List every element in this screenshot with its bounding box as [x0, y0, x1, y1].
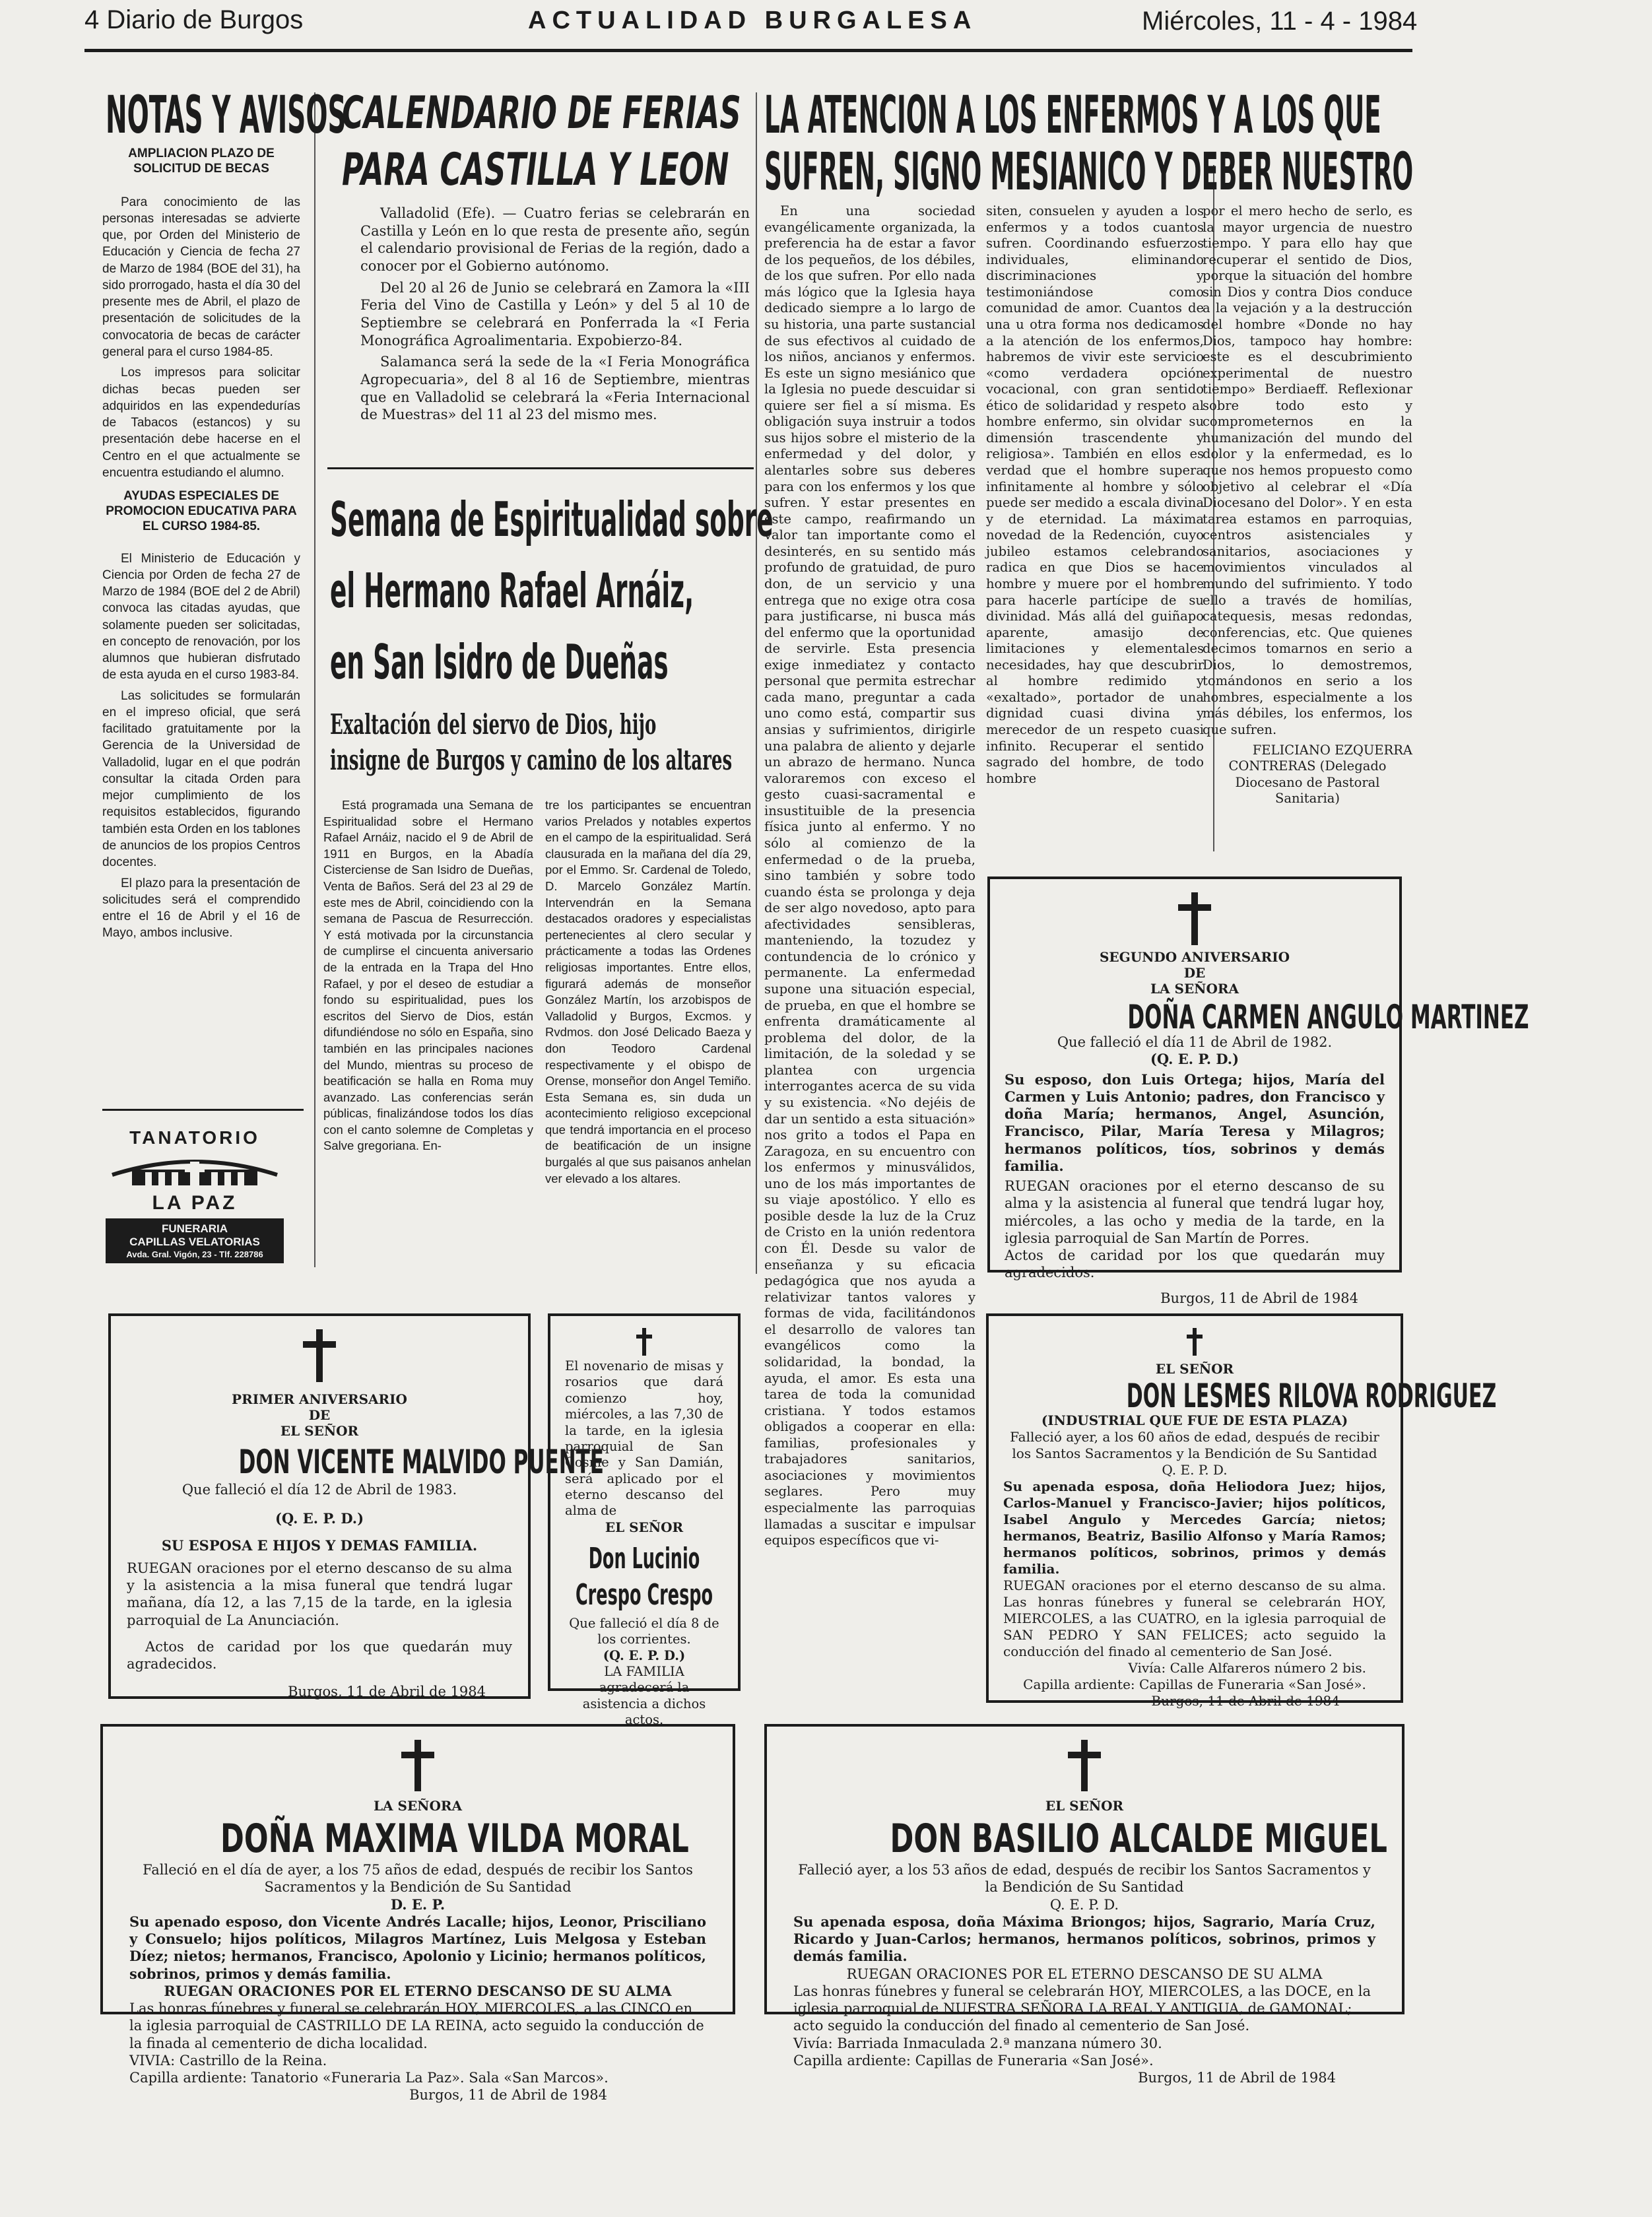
obituary-qepd: D. E. P.	[390, 1896, 446, 1913]
notas-divider	[102, 1109, 304, 1111]
obituary-residence: Vivía: Calle Alfareros número 2 bis.	[1128, 1660, 1366, 1676]
column-rule	[756, 92, 757, 1274]
paragraph: Para conocimiento de las personas interesadas se advierte que, por Orden del Ministerio de Educación y Ciencia de fecha 27 de Marzo de 1984 (BOE del 31), ha sido prorrogado, hasta el día 30 del presente mes de Abril, el plazo de presentación de solicitudes de la convocatoria de becas de carácter general para el curso 1984-85.	[102, 195, 300, 359]
obituary-kicker: DE	[308, 1407, 331, 1423]
obituary-prayers: RUEGAN oraciones por el eterno descanso de su alma y la asistencia al funeral que tendrá lugar hoy, miércoles, a las ocho y media de la tarde, en la iglesia parroquial de San Martín de Porres.	[1005, 1178, 1385, 1246]
cross-icon	[299, 1329, 340, 1382]
paragraph: tre los participantes se encuentran varios Prelados y notables expertos en el campo de la espiritualidad. Será clausurada en la mañana del día 29, por el Emmo. Sr. Cardenal de Toledo, D. Marcelo González Martín. Intervendrán en la Semana destacados oradores y especialistas pertenecientes al clero secular y prácticamente a todas las Ordenes religiosas importantes. Entre ellos, figurará además de monseñor González Martín, los arzobispos de Valladolid y Burgos, Excmos. y Rvdmos. don José Delicado Baeza y don Teodoro Cardenal respectivamente y el obispo de Orense, monseñor don Angel Temiño. Esta Semana es, sin duda un acontecimiento religioso excepcional que tendrá importancia en el proceso de beatificación de un insigne burgalés al que sus paisanos anhelan ver elevado a los altares.	[545, 798, 751, 1185]
obituary-vicente-malvido	[108, 1313, 604, 1700]
obituary-family: Su esposo, don Luis Ortega; hijos, María del Carmen y Luis Antonio; padres, don Francisco y doña María; hermanos, Angel, Asunción, Francisco, Pilar, María Teresa y Milagros; hermanos políticos, tíos, sobrinos y demás familia.	[1005, 1071, 1385, 1174]
header-rule	[84, 49, 1412, 52]
cross-icon	[398, 1740, 438, 1791]
obituary-kicker: EL SEÑOR	[1155, 1361, 1234, 1377]
obituary-lucinio-crespo	[548, 1313, 741, 1727]
obituary-name: Crespo Crespo	[575, 1577, 713, 1612]
semana-title-line2: el Hermano Rafael Arnáiz,	[330, 563, 694, 618]
obituary-charity: Actos de caridad por los que quedarán muy agradecidos.	[1005, 1247, 1385, 1281]
atencion-title-line2: SUFREN, SIGNO MESIANICO Y DEBER NUESTRO	[764, 143, 1414, 202]
cross-icon	[1185, 1328, 1205, 1356]
atencion-column-3	[1203, 203, 1412, 807]
obituary-kicker: LA SEÑORA	[373, 1798, 463, 1814]
tanatorio-line: FUNERARIA	[161, 1222, 228, 1235]
semana-title-line1: Semana de Espiritualidad sobre	[330, 492, 774, 547]
cross-icon	[1175, 892, 1214, 945]
obituary-funeral: Las honras fúnebres y funeral se celebrarán HOY, MIERCOLES, a las DOCE, en la iglesia parroquial de NUESTRA SEÑORA LA REAL Y ANTIGUA, de GAMONAL; acto seguido la conducción del finado al cementerio de San José.	[793, 1983, 1371, 2034]
atencion-column-1	[764, 203, 975, 1553]
obituary-footer: Burgos, 11 de Abril de 1984	[1160, 1290, 1358, 1306]
notas-column	[102, 147, 300, 946]
issue-date: Miércoles, 11 - 4 - 1984	[1142, 7, 1418, 36]
ferias-body	[360, 205, 750, 428]
notas-body-ayudas	[102, 550, 300, 942]
atencion-signature: FELICIANO EZQUERRA	[1252, 742, 1412, 758]
paragraph: El plazo para la presentación de solicitudes será el comprendido entre el 16 de Abril y el 16 de Mayo, ambos inclusive.	[102, 876, 300, 941]
obituary-subtitle: (INDUSTRIAL QUE FUE DE ESTA PLAZA)	[1041, 1412, 1348, 1428]
obituary-family: Su apenada esposa, doña Heliodora Juez; hijos, Carlos-Manuel y Francisco-Javier; hijos políticos, Isabel Angulo y Mercedes García; nietos; hermanos, Beatriz, Basilio Alfonso y María Ramos; hermanos políticos, sobrinos, primos y demás familia.	[1003, 1478, 1386, 1577]
paragraph: Valladolid (Efe). — Cuatro ferias se celebrarán en Castilla y León en lo que resta de presente año, según el calendario provisional de Ferias de la región, dado a conocer por el Gobierno autónomo.	[360, 205, 750, 274]
paragraph: Del 20 al 26 de Junio se celebrará en Zamora la «III Feria del Vino de Castilla y León» y del 5 al 10 de Septiembre se celebrará en Ponferrada la «I Feria Monográfica Agroalimentaria. Expobierzo-84.	[360, 279, 750, 348]
paragraph: Los impresos para solicitar dichas becas pueden ser adquiridos en las expendedurías de Tabacos (estancos) y su presentación debe hacerse en el Centro en el que actualmente se encuentra estudiando el alumno.	[102, 366, 300, 480]
obituary-qepd: (Q. E. P. D.)	[1150, 1051, 1239, 1068]
notas-heading-becas: AMPLIACION PLAZO DE SOLICITUD DE BECAS	[128, 147, 275, 176]
obituary-footer: Burgos, 11 de Abril de 1984	[1151, 1693, 1340, 1709]
paragraph: por el mero hecho de serlo, es la mayor urgencia de nuestro tiempo. Y para ello hay que recuperar el sentido de Dios, porque la situación del hombre sin Dios y contra Dios conduce a la vejación y a la destrucción del hombre «Donde no hay Dios, tampoco hay hombre: este es el descubrimiento experimental de nuestro tiempo» Berdiaeff. Reflexionar sobre todo esto y comprometernos en la humanización del mundo del dolor y la enfermedad, es lo que nos hemos propuesto como objetivo al celebrar el «Día Diocesano del Dolor». Y en esta tarea estamos en parroquias, centros asistenciales y sanitarios, asociaciones y movimientos vinculados al mundo del sufrimiento. Y todo ello a través de homilías, catequesis, mesas redondas, conferencias, etc. Que quienes decimos tomarnos en serio a Dios, lo demostremos, tomándonos en serio a los hombres, especialmente a los más débiles, los enfermos, los que sufren.	[1203, 203, 1412, 737]
obituary-name: Don Lucinio	[588, 1541, 700, 1575]
obituary-family: LA FAMILIA agradecerá la asistencia a dichos actos.	[582, 1663, 706, 1727]
obituary-kicker: EL SEÑOR	[1045, 1798, 1124, 1814]
tanatorio-building-logo	[106, 1148, 284, 1189]
obituary-family: SU ESPOSA E HIJOS Y DEMAS FAMILIA.	[161, 1537, 478, 1554]
semana-column-2	[545, 797, 751, 1191]
atencion-signature-role: CONTRERAS (Delegado Diocesano de Pastoral Sanitaria)	[1228, 758, 1387, 807]
obituary-qepd: (Q. E. P. D.)	[275, 1510, 364, 1527]
semana-subtitle-line2: insigne de Burgos y camino de los altares	[330, 744, 733, 776]
obituary-charity: Actos de caridad por los que quedarán muy agradecidos.	[127, 1638, 512, 1672]
atencion-title-line1: LA ATENCION A LOS ENFERMOS Y A LOS QUE	[764, 86, 1381, 145]
obituary-residence: VIVIA: Castrillo de la Reina.	[129, 2052, 327, 2068]
obituary-qepd: Q. E. P. D.	[1162, 1462, 1228, 1478]
obituary-date: Que falleció el día 12 de Abril de 1983.	[182, 1482, 457, 1498]
paragraph: El Ministerio de Educación y Ciencia por Orden de fecha 27 de Marzo de 1984 (BOE del 2 de Abril) convoca las citadas ayudas, que solamente pueden ser solicitadas, en concepto de renovación, por los alumnos que hubieran disfrutado de esta ayuda en el curso 1983-84.	[102, 551, 300, 682]
ferias-title-line2: PARA CASTILLA Y LEON	[342, 144, 729, 196]
ferias-divider	[327, 467, 754, 469]
semana-subtitle-line1: Exaltación del siervo de Dios, hijo	[330, 708, 657, 741]
tanatorio-ad	[106, 1127, 284, 1259]
obituary-chapel: Capilla ardiente: Tanatorio «Funeraria La Paz». Sala «San Marcos».	[129, 2070, 609, 2086]
obituary-kicker: SEGUNDO ANIVERSARIO	[1099, 949, 1290, 965]
obituary-prayers: RUEGAN ORACIONES POR EL ETERNO DESCANSO DE SU ALMA	[164, 1982, 672, 1999]
notas-body-becas	[102, 194, 300, 482]
obituary-name: DON LESMES RILOVA RODRIGUEZ	[1126, 1377, 1497, 1415]
obituary-name: DON VICENTE MALVIDO PUENTE	[238, 1443, 604, 1481]
obituary-chapel: Capilla ardiente: Capillas de Funeraria «San José».	[1023, 1676, 1366, 1692]
obituary-maxima-vilda	[100, 1724, 735, 2103]
obituary-lesmes-rilova	[986, 1313, 1497, 1709]
obituary-funeral: Las honras fúnebres y funeral se celebrarán HOY, MIERCOLES, a las CINCO en la iglesia parroquial de CASTRILLO DE LA REINA, acto seguido la conducción de la finada al cementerio de dicha localidad.	[129, 2001, 704, 2051]
obituary-name: DOÑA MAXIMA VILDA MORAL	[220, 1816, 689, 1862]
obituary-date: Falleció ayer, a los 53 años de edad, después de recibir los Santos Sacramentos y la Bendición de Su Santidad	[798, 1862, 1371, 1896]
obituary-date: Falleció en el día de ayer, a los 75 años de edad, después de recibir los Santos Sacramentos y la Bendición de Su Santidad	[143, 1862, 693, 1896]
page-number-header: 4 Diario de Burgos	[84, 5, 304, 34]
paragraph: En una sociedad evangélicamente organizada, la preferencia ha de estar a favor de los pequeños, de los débiles, de los que sufren. Por ello nada más lógico que la Iglesia haya dedicado siempre a lo largo de su historia, una parte sustancial de sus efectivos al cuidado de los niños, ancianos y enfermos. Es este un signo mesiánico que la Iglesia no puede descuidar si quiere ser fiel a sí misma. Es obligación suya instruir a todos sus hijos sobre el misterio de la enfermedad y del dolor, y alentarles sobre sus deberes para con los enfermos y los que sufren. Y estar presentes en este campo, reafirmando un valor tan importante como el desinterés, en su sentido más profundo de gratuidad, de puro don, de un servicio y una entrega que no exige otra cosa para justificarse, ni busca más del enfermo que la oportunidad de servirle. Esta presencia exige inmediatez y contacto personal que permita estrechar cada mano, preguntar a cada uno como está, compartir sus ansias y sufrimientos, dirigirle una palabra de aliento y dejarle un abrazo de hermano. Nunca valoraremos con exceso el gesto cuasi-sacramental e insustituible de la presencia física junto al enfermo. Y no sólo al comienzo de la enfermedad o de la prueba, sino también y sobre todo cuando ésta se prolonga y deja de ser algo novedoso, apto para afectividades sensibleras, manteniendo, la tozudez y contundencia de lo crónico y permanente. La enfermedad supone una situación especial, de prueba, en que el hombre se enfrenta dramáticamente al problema del dolor, de la limitación, de la soledad y se plantea con urgencia interrogantes acerca de su vida y su existencia. «No dejéis de dar un sentido a esta situación» nos grito a todos el Papa en Zaragoza, en su encuentro con los enfermos y minusválidos, uno de los más importantes de su viaje apostólico. Y ello es posible desde la luz de la Cruz de Cristo en la unión redentora con Él. Desde su valor de enseñanza y su eficacia pedagógica que nos ayuda a relativizar tantos valores y formas de vida, facilitándonos el desarrollo de valores tan evangélicos como la solidaridad, la bondad, la ayuda, el amor. Es esta una tarea de toda la comunidad cristiana. Y todos estamos obligados a cooperar en ella: familias, profesionales y trabajadores sanitarios, asociaciones y movimientos seglares. Pero muy especialmente las parroquias llamadas a suscitar e impulsar equipos específicos que vi-	[764, 203, 975, 1548]
obituary-chapel: Capilla ardiente: Capillas de Funeraria «San José».	[793, 2052, 1154, 2068]
tanatorio-name: TANATORIO	[129, 1127, 260, 1148]
obituary-residence: Vivía: Barriada Inmaculada 2.ª manzana número 30.	[793, 2035, 1162, 2051]
obituary-prayers: RUEGAN oraciones por el eterno descanso de su alma. Las honras fúnebres y funeral se celebrarán HOY, MIERCOLES, a las CUATRO, en la iglesia parroquial de SAN PEDRO Y SAN FELICES; acto seguido la conducción del finado al cementerio de San José.	[1003, 1577, 1386, 1659]
obituary-qepd: Q. E. P. D.	[1049, 1896, 1119, 1913]
obituary-prayers: RUEGAN ORACIONES POR EL ETERNO DESCANSO DE SU ALMA	[846, 1966, 1323, 1982]
column-rule	[314, 92, 315, 1267]
tanatorio-brand: LA PAZ	[152, 1192, 238, 1214]
semana-column-1	[323, 797, 533, 1158]
obituary-name: DON BASILIO ALCALDE MIGUEL	[890, 1816, 1387, 1862]
obituary-date: Que falleció el día 8 de los corrientes.	[569, 1615, 719, 1647]
obituary-kicker: LA SEÑORA	[1150, 981, 1239, 997]
obituary-novenario: El novenario de misas y rosarios que dará comienzo hoy, miércoles, a las 7,30 de la tarde, en la iglesia parroquial de San Cosme y San Damián, será aplicado por el eterno descanso del alma de	[565, 1358, 723, 1519]
obituary-date: Falleció ayer, a los 60 años de edad, después de recibir los Santos Sacramentos y la Bendición de Su Santidad	[1010, 1429, 1379, 1461]
obituary-kicker: DE	[1183, 965, 1206, 981]
obituary-kicker: PRIMER ANIVERSARIO	[232, 1391, 407, 1407]
section-title: ACTUALIDAD BURGALESA	[528, 7, 977, 34]
obituary-footer: Burgos, 11 de Abril de 1984	[288, 1684, 486, 1700]
obituary-date: Que falleció el día 11 de Abril de 1982.	[1057, 1034, 1333, 1050]
obituary-kicker: EL SEÑOR	[280, 1423, 359, 1439]
notas-heading-ayudas: AYUDAS ESPECIALES DE PROMOCION EDUCATIVA PARA EL CURSO 1984-85.	[106, 489, 297, 533]
obituary-carmen-angulo	[987, 877, 1529, 1306]
tanatorio-address: Avda. Gral. Vigón, 23 - Tlf. 228786	[126, 1249, 263, 1259]
atencion-column-2	[986, 203, 1204, 791]
obituary-basilio-alcalde	[764, 1724, 1404, 2086]
obituary-family: Su apenado esposo, don Vicente Andrés Lacalle; hijos, Leonor, Prisciliano y Consuelo; hijos políticos, Milagros Martínez, Luis Melgosa y Esteban Díez; nietos; hermanos, Francisco, Apolonio y Licinio; hermanos políticos, sobrinos, primos y demás familia.	[129, 1913, 706, 1982]
tanatorio-info-box	[106, 1218, 284, 1263]
paragraph: siten, consuelen y ayuden a los enfermos y a todos cuantos sufren. Coordinando esfuerzos individuales, eliminando discriminaciones y testimoniándose como comunidad de amor. Cuantos de una u otra forma nos dedicamos a la atención de los enfermos, habremos de vivir este servicio «como verdadera opción vocacional, con gran sentido ético de solidaridad y respeto al hombre enfermo, sin olvidar su dimensión trascendente y religiosa». También en ellos es verdad que el hombre supera infinitamente al hombre y sólo puede ser medido a escala divina y de eternidad. La máxima novedad de la Redención, cuyo jubileo estamos celebrando radica en que Dios se hace hombre y muere por el hombre para hacerle partícipe de su divinidad. Más allá del guiñapo aparente, amasijo de limitaciones y elementales necesidades, hay que descubrir al hombre redimido y «exaltado», portador de una dignidad cuasi divina y merecedor de un respeto cuasi infinito. Recuperar el sentido sagrado del hombre, de todo hombre	[986, 203, 1204, 786]
obituary-footer: Burgos, 11 de Abril de 1984	[409, 2087, 607, 2103]
tanatorio-line: CAPILLAS VELATORIAS	[129, 1236, 260, 1249]
cross-icon	[1065, 1740, 1104, 1791]
obituary-kicker: EL SEÑOR	[605, 1519, 684, 1535]
paragraph: Está programada una Semana de Espiritualidad sobre el Hermano Rafael Arnáiz, nacido el 9 de Abril de 1911 en Burgos, en la Abadía Cisterciense de San Isidro de Dueñas, Venta de Baños. Será del 23 al 29 de este mes de Abril, coincidiendo con la semana de Pascua de Resurrección. Y está motivada por la circunstancia de cumplirse el cincuenta aniversario de la entrada en la Trapa del Hno Rafael, y por el deseo de estudiar a fondo su espiritualidad, pues los escritos del Siervo de Dios, están difundiéndose no sólo en España, sino también en las principales naciones del Mundo, mientras su proceso de beatificación se halla en Roma muy avanzado. Las conferencias serán públicas, finalizándose todos los días con el canto solemne de Completas y Salve gregoriana. En-	[323, 798, 533, 1153]
semana-title-line3: en San Isidro de Dueñas	[330, 634, 669, 690]
notas-title: NOTAS Y AVISOS	[106, 86, 347, 145]
cross-icon	[634, 1328, 654, 1356]
paragraph: Salamanca será la sede de la «I Feria Monográfica Agropecuaria», del 8 al 16 de Septiembre, mientras que en Valladolid se celebrará la «Feria Internacional de Muestras» del 11 al 23 del mismo mes.	[360, 354, 750, 423]
obituary-prayers: RUEGAN oraciones por el eterno descanso de su alma y la asistencia a la misa funeral que tendrá lugar mañana, día 12, a las 7,15 de la tarde, en la iglesia parroquial de La Anunciación.	[127, 1560, 512, 1628]
obituary-footer: Burgos, 11 de Abril de 1984	[1138, 2070, 1336, 2086]
ferias-title-line1: CALENDARIO DE FERIAS	[342, 87, 741, 139]
obituary-name: DOÑA CARMEN ANGULO MARTINEZ	[1127, 998, 1529, 1036]
obituary-qepd: (Q. E. P. D.)	[603, 1647, 686, 1663]
obituary-family: Su apenada esposa, doña Máxima Briongos; hijos, Sagrario, María Cruz, Ricardo y Juan-Carlos; hermanos, hermanos políticos, sobrinos, primos y demás familia.	[793, 1913, 1375, 1965]
paragraph: Las solicitudes se formularán en el impreso oficial, que será facilitado gratuitamente por la Gerencia de la Universidad de Valladolid, lugar en el que podrán consultar la citada Orden para mejor cumplimiento de los requisitos establecidos, figurando también esta Orden en los tablones de anuncios de los propios Centros docentes.	[102, 688, 300, 870]
